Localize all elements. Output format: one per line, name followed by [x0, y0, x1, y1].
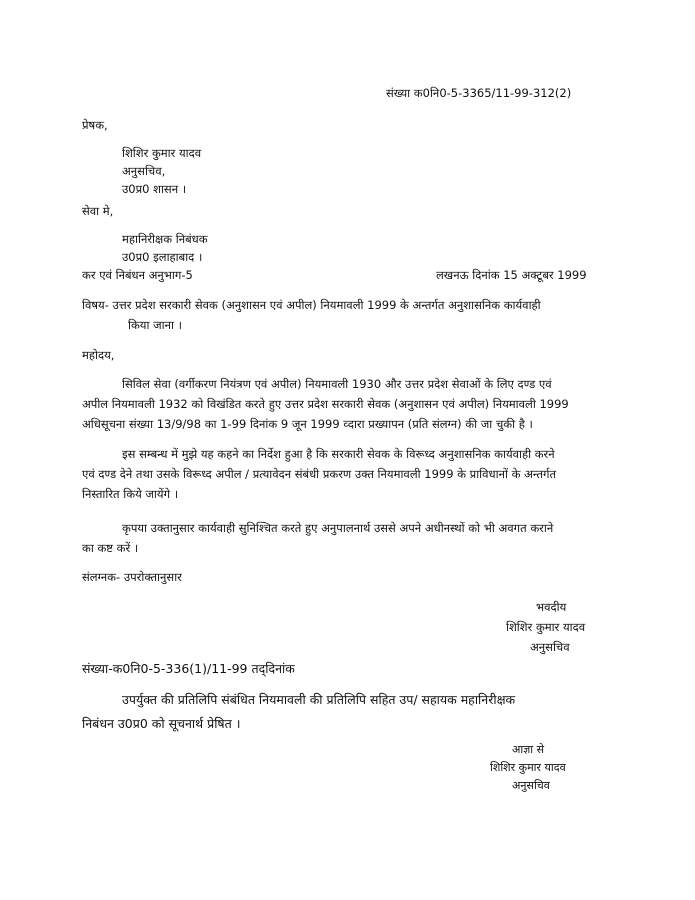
signoff-closing: भवदीय [536, 600, 567, 614]
paragraph-line: एवं दण्ड देने तथा उसके विरूध्द अपील / प्रत्यावेदन संबंधी प्रकरण उक्त नियमावली 1999 के प्राविधानों के अन्तर्गत [82, 467, 557, 481]
copy-signoff-closing: आज्ञा से [512, 743, 545, 756]
paragraph-line: का कष्ट करें । [82, 541, 139, 555]
salutation: महोदय, [82, 348, 115, 362]
paragraph-line: सिविल सेवा (वर्गीकरण नियंत्रण एवं अपील) नियमावली 1930 और उत्तर प्रदेश सेवाओं के लिए दण्ड एवं [122, 377, 552, 391]
body-paragraph-1 [82, 374, 613, 434]
sender-label: प्रेषक, [82, 118, 108, 132]
subject-continuation: किया जाना । [128, 318, 183, 332]
copy-signoff-name: शिशिर कुमार यादव [490, 761, 566, 774]
copy-signoff-title: अनुसचिव [512, 779, 550, 792]
recipient-label: सेवा मे, [82, 204, 114, 218]
place-date: लखनऊ दिनांक 15 अक्टूबर 1999 [436, 268, 587, 282]
paragraph-line: अधिसूचना संख्या 13/9/98 का 1-99 दिनांक 9 जून 1999 व्दारा प्रख्यापन (प्रति संलग्न) की जा चुकी है । [82, 417, 533, 431]
paragraph-line: इस सम्बन्ध में मुझे यह कहने का निर्देश हुआ है कि सरकारी सेवक के विरूध्द अनुशासनिक कार्यवाही करने [122, 447, 555, 461]
subject-line: विषय- उत्तर प्रदेश सरकारी सेवक (अनुशासन एवं अपील) नियमावली 1999 के अन्तर्गत अनुशासनिक कार्यवाही [82, 298, 541, 312]
reference-number: संख्या क0नि0-5-3365/11-99-312(2) [386, 86, 572, 100]
sender-name: शिशिर कुमार यादव [122, 146, 202, 160]
paragraph-line: निबंधन उ0प्र0 को सूचनार्थ प्रेषित । [82, 716, 241, 731]
copy-paragraph [82, 688, 613, 736]
paragraph-line: उपर्युक्त की प्रतिलिपि संबंधित नियमावली की प्रतिलिपि सहित उप/ सहायक महानिरीक्षक [122, 692, 516, 707]
body-paragraph-3 [82, 518, 613, 558]
signoff-title: अनुसचिव [530, 640, 570, 654]
recipient-place: उ0प्र0 इलाहाबाद । [122, 250, 203, 264]
paragraph-line: अपील नियमावली 1932 को विखंडित करते हुए उत्तर प्रदेश सरकारी सेवक (अनुशासन एवं अपील) नियमावली 1999 [82, 397, 569, 411]
copy-reference-number: संख्या-क0नि0-5-336(1)/11-99 तद्‌दिनांक [82, 661, 295, 676]
signoff-name: शिशिर कुमार यादव [506, 620, 586, 634]
sender-title: अनुसचिव, [122, 164, 166, 178]
paragraph-line: कृपया उक्तानुसार कार्यवाही सुनिश्चित करते हुए अनुपालनार्थ उससे अपने अधीनस्थों को भी अवगत कराने [122, 521, 554, 535]
recipient-title: महानिरीक्षक निबंधक [122, 232, 208, 246]
enclosure-note: संलग्नक- उपरोक्तानुसार [82, 570, 182, 584]
body-paragraph-2 [82, 444, 613, 504]
paragraph-line: निस्तारित किये जायेंगे । [82, 487, 179, 501]
section-name: कर एवं निबंधन अनुभाग-5 [82, 268, 193, 282]
sender-office: उ0प्र0 शासन । [122, 182, 187, 196]
